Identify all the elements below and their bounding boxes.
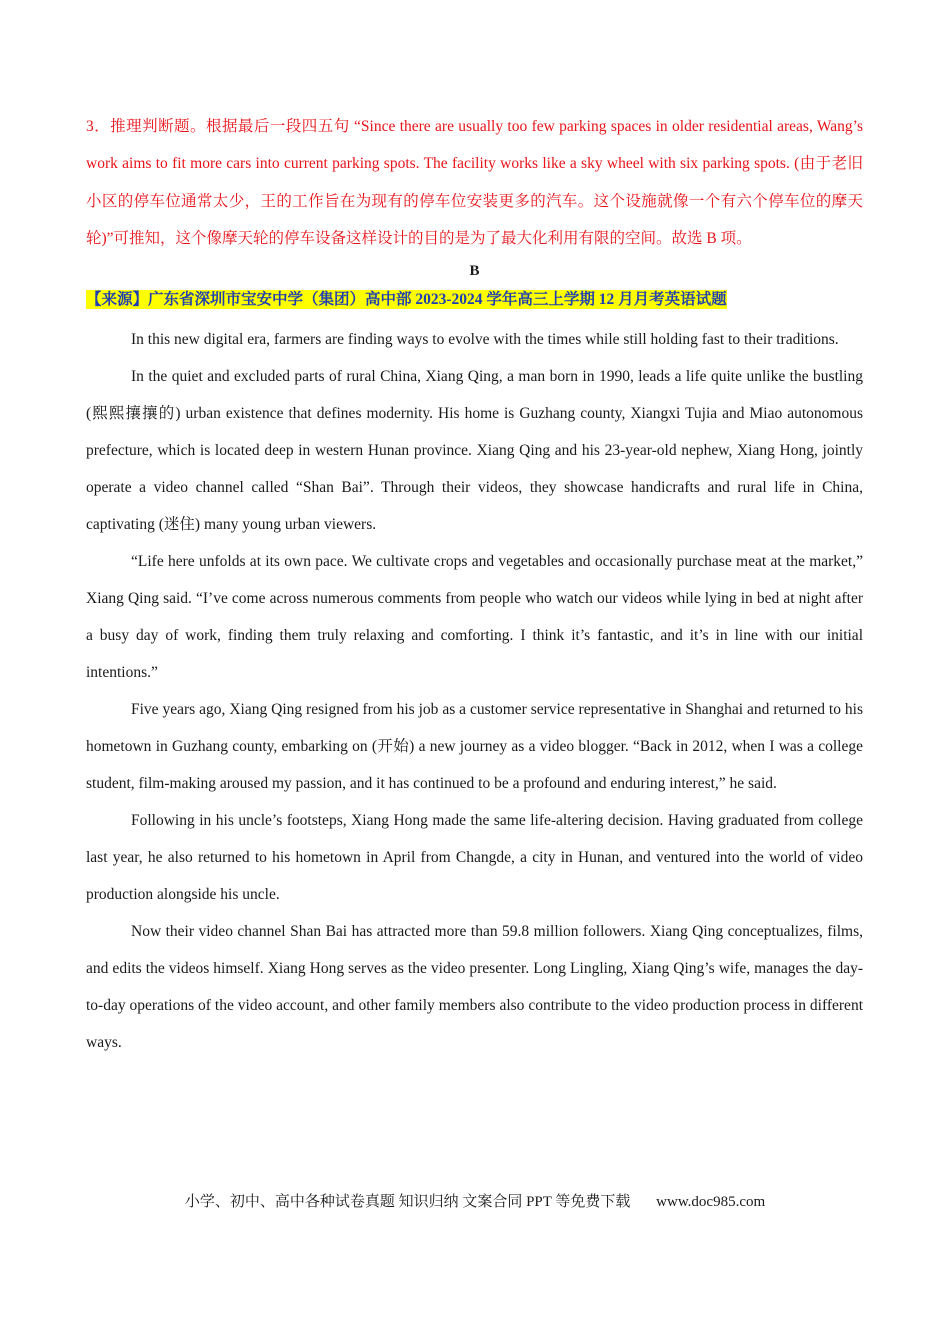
footer-site: www.doc985.com <box>656 1194 766 1210</box>
passage-paragraph: In this new digital era, farmers are finding ways to evolve with the times while still holding fast to their traditions. <box>131 330 839 348</box>
source-line <box>86 285 863 321</box>
page-footer <box>0 1190 950 1211</box>
answer-explanation: 3．推理判断题。根据最后一段四五句 “Since there are usually too few parking spaces in older residential areas, Wang’s work aims to fit more cars into current parking spots. The facility works like a sky wheel with six parking spots. (由于老旧小区的停车位通常太少，王的工作旨在为现有的停车位安装更多的汽车。这个设施就像一个有六个停车位的摩天轮)”可推知，这个像摩天轮的停车设备这样设计的目的是为了最大化利用有限的空间。故选 B 项。 <box>86 118 863 248</box>
passage-paragraph: “Life here unfolds at its own pace. We cultivate crops and vegetables and occasionally purchase meat at the market,” Xiang Qing said. “I’ve come across numerous comments from people who watch our videos while lying in bed at night after a busy day of work, finding them truly relaxing and comforting. I think it’s fantastic, and it’s in line with our initial intentions.” <box>86 552 863 681</box>
passage <box>86 321 863 1061</box>
footer-slogan: 小学、初中、高中各种试卷真题 知识归纳 文案合同 PPT 等免费下载 <box>184 1194 631 1210</box>
section-label: B <box>469 262 480 279</box>
passage-paragraph: Five years ago, Xiang Qing resigned from his job as a customer service representative in Shanghai and returned to his hometown in Guzhang county, embarking on (开始) a new journey as a video blogger. “Back in 2012, when I was a college student, film-making aroused my passion, and it has continued to be a profound and enduring interest,” he said. <box>86 700 863 792</box>
passage-paragraph: In the quiet and excluded parts of rural China, Xiang Qing, a man born in 1990, leads a life quite unlike the bustling (熙熙攘攘的) urban existence that defines modernity. His home is Guzhang county, Xiangxi Tujia and Miao autonomous prefecture, which is located deep in western Hunan province. Xiang Qing and his 23-year-old nephew, Xiang Hong, jointly operate a video channel called “Shan Bai”. Through their videos, they showcase handicrafts and rural life in China, captivating (迷住) many young urban viewers. <box>86 367 863 533</box>
source-highlight: 【来源】广东省深圳市宝安中学（集团）高中部 2023-2024 学年高三上学期 12 月月考英语试题 <box>86 290 727 308</box>
passage-paragraph: Now their video channel Shan Bai has attracted more than 59.8 million followers. Xiang Qing conceptualizes, films, and edits the videos himself. Xiang Hong serves as the video presenter. Long Lingling, Xiang Qing’s wife, manages the day-to-day operations of the video account, and other family members also contribute to the video production process in different ways. <box>86 922 863 1051</box>
passage-paragraph: Following in his uncle’s footsteps, Xiang Hong made the same life-altering decision. Having graduated from college last year, he also returned to his hometown in April from Changde, a city in Hunan, and ventured into the world of video production alongside his uncle. <box>86 811 863 903</box>
document-page <box>86 108 863 1061</box>
